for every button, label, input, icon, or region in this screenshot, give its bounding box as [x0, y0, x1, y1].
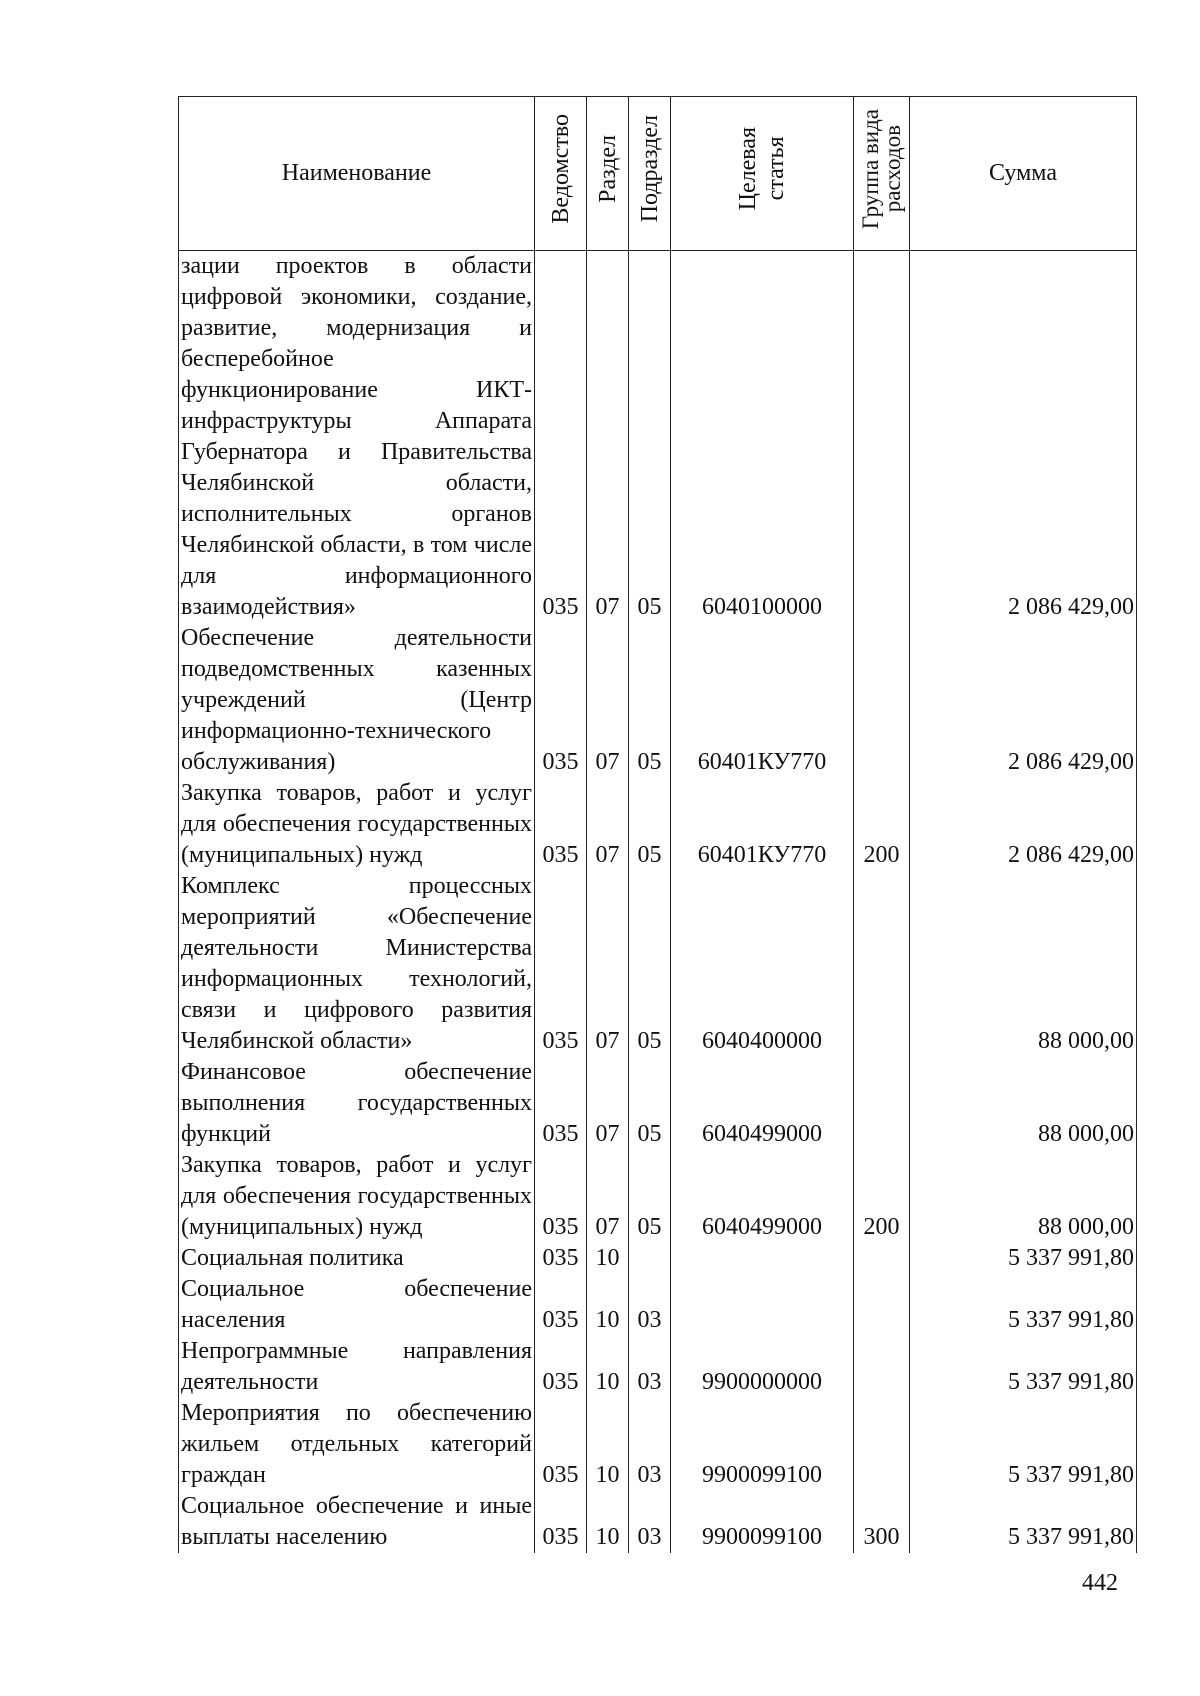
row-group [854, 1243, 910, 1274]
row-subsection: 05 [629, 778, 671, 871]
row-target: 60401КУ770 [671, 778, 854, 871]
row-subsection: 03 [629, 1336, 671, 1398]
budget-table [178, 96, 1137, 1553]
row-sum: 2 086 429,00 [910, 623, 1137, 778]
row-section: 07 [587, 251, 629, 624]
table-row [179, 871, 1137, 1057]
row-department: 035 [535, 871, 587, 1057]
row-section: 10 [587, 1336, 629, 1398]
table-row [179, 623, 1137, 778]
row-name: Финансовое обеспечение выполнения государственных функций [179, 1057, 535, 1150]
row-group [854, 251, 910, 624]
row-group [854, 1057, 910, 1150]
row-subsection: 05 [629, 1057, 671, 1150]
header-target [671, 97, 854, 251]
row-name: Непрограммные направления деятельности [179, 1336, 535, 1398]
row-section: 07 [587, 623, 629, 778]
row-section: 10 [587, 1491, 629, 1553]
row-target: 9900000000 [671, 1336, 854, 1398]
header-name: Наименование [179, 97, 535, 251]
table-row [179, 1491, 1137, 1553]
row-group [854, 1274, 910, 1336]
table-row [179, 1274, 1137, 1336]
row-target: 9900099100 [671, 1491, 854, 1553]
row-target [671, 1274, 854, 1336]
row-target: 60401КУ770 [671, 623, 854, 778]
row-subsection: 05 [629, 1150, 671, 1243]
row-target: 6040100000 [671, 251, 854, 624]
header-target-line2: статья [763, 137, 789, 201]
table-row [179, 1398, 1137, 1491]
row-sum: 2 086 429,00 [910, 778, 1137, 871]
row-sum: 5 337 991,80 [910, 1274, 1137, 1336]
row-group [854, 623, 910, 778]
row-department: 035 [535, 1398, 587, 1491]
row-subsection: 05 [629, 623, 671, 778]
row-name: Комплекс процессных мероприятий «Обеспечение деятельности Министерства информационных технологий, связи и цифрового развития Челябинской области» [179, 871, 535, 1057]
row-name: Мероприятия по обеспечению жильем отдельных категорий граждан [179, 1398, 535, 1491]
row-sum: 2 086 429,00 [910, 251, 1137, 624]
row-target: 9900099100 [671, 1398, 854, 1491]
row-group: 300 [854, 1491, 910, 1553]
row-group [854, 871, 910, 1057]
table-row [179, 1057, 1137, 1150]
row-name: Закупка товаров, работ и услуг для обеспечения государственных (муниципальных) нужд [179, 778, 535, 871]
row-department: 035 [535, 1150, 587, 1243]
row-department: 035 [535, 1243, 587, 1274]
row-group: 200 [854, 1150, 910, 1243]
row-department: 035 [535, 251, 587, 624]
row-subsection: 05 [629, 871, 671, 1057]
row-sum: 5 337 991,80 [910, 1336, 1137, 1398]
row-group [854, 1398, 910, 1491]
header-department: Ведомство [535, 97, 587, 251]
row-name: Социальное обеспечение населения [179, 1274, 535, 1336]
row-subsection: 03 [629, 1398, 671, 1491]
row-name: Закупка товаров, работ и услуг для обеспечения государственных (муниципальных) нужд [179, 1150, 535, 1243]
row-section: 10 [587, 1274, 629, 1336]
row-department: 035 [535, 1274, 587, 1336]
row-target: 6040499000 [671, 1150, 854, 1243]
row-section: 10 [587, 1243, 629, 1274]
row-department: 035 [535, 1491, 587, 1553]
row-group: 200 [854, 778, 910, 871]
header-sum: Сумма [910, 97, 1137, 251]
row-sum: 5 337 991,80 [910, 1398, 1137, 1491]
table-row [179, 1243, 1137, 1274]
row-name: зации проектов в области цифровой экономики, создание, развитие, модернизация и бесперебойное функционирование ИКТ-инфраструктуры Аппарата Губернатора и Правительства Челябинской области, исполнительных органов Челябинской области, в том числе для информационного взаимодействия» [179, 251, 535, 624]
header-group-line1: Группа вида [857, 108, 883, 230]
table-row [179, 251, 1137, 624]
row-section: 10 [587, 1398, 629, 1491]
table-row [179, 778, 1137, 871]
row-sum: 5 337 991,80 [910, 1243, 1137, 1274]
header-section: Раздел [587, 97, 629, 251]
row-department: 035 [535, 1336, 587, 1398]
row-sum: 88 000,00 [910, 1150, 1137, 1243]
row-target: 6040499000 [671, 1057, 854, 1150]
table-row [179, 1150, 1137, 1243]
row-section: 07 [587, 1150, 629, 1243]
row-section: 07 [587, 1057, 629, 1150]
row-sum: 5 337 991,80 [910, 1491, 1137, 1553]
row-subsection [629, 1243, 671, 1274]
header-subsection: Подраздел [629, 97, 671, 251]
row-department: 035 [535, 1057, 587, 1150]
row-section: 07 [587, 871, 629, 1057]
row-subsection: 03 [629, 1491, 671, 1553]
row-target [671, 1243, 854, 1274]
row-subsection: 05 [629, 251, 671, 624]
row-subsection: 03 [629, 1274, 671, 1336]
table-row [179, 1336, 1137, 1398]
row-section: 07 [587, 778, 629, 871]
page-number: 442 [1082, 1570, 1118, 1596]
table-body [179, 251, 1137, 1554]
header-group [854, 97, 910, 251]
row-sum: 88 000,00 [910, 1057, 1137, 1150]
row-name: Социальное обеспечение и иные выплаты населению [179, 1491, 535, 1553]
row-name: Социальная политика [179, 1243, 535, 1274]
row-department: 035 [535, 778, 587, 871]
row-target: 6040400000 [671, 871, 854, 1057]
table-header [179, 97, 1137, 251]
row-group [854, 1336, 910, 1398]
row-name: Обеспечение деятельности подведомственных казенных учреждений (Центр информационно-технического обслуживания) [179, 623, 535, 778]
row-department: 035 [535, 623, 587, 778]
header-target-line1: Целевая [735, 127, 761, 211]
row-sum: 88 000,00 [910, 871, 1137, 1057]
header-group-line2: расходов [879, 125, 905, 213]
